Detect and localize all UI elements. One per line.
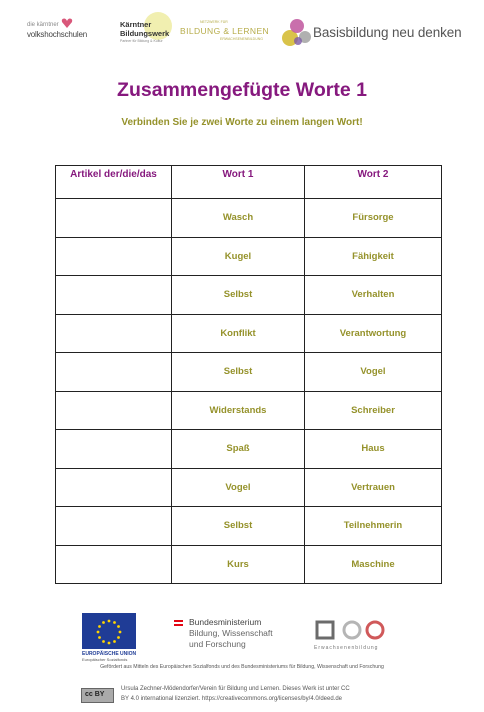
wort1-cell: Vogel	[172, 468, 305, 507]
colored-dots-icon	[280, 16, 312, 48]
artikel-cell[interactable]	[56, 468, 172, 507]
wort1-cell: Selbst	[172, 507, 305, 546]
ministry-line3: und Forschung	[189, 639, 246, 649]
bl-logo-main: BILDUNG & LERNEN	[180, 26, 270, 36]
funding-note: Gefördert aus Mitteln des Europäischen Sozialfonds und des Bundesministeriums für Bildung, Wissenschaft und Forschung	[100, 664, 384, 670]
table-row	[56, 237, 442, 276]
erwachsenenbildung-label: Erwachsenenbildung	[314, 645, 379, 651]
table-row	[56, 507, 442, 546]
header-artikel: Artikel der/die/das	[56, 166, 172, 199]
volkshochschulen-logo	[27, 18, 107, 40]
cc-by-license-icon	[81, 688, 114, 703]
wort1-cell: Selbst	[172, 276, 305, 315]
wort2-cell: Vertrauen	[305, 468, 442, 507]
artikel-cell[interactable]	[56, 353, 172, 392]
wort2-cell: Verhalten	[305, 276, 442, 315]
license-text-line2: BY 4.0 international lizenziert. https://creativecommons.org/licenses/by/4.0/deed.de	[121, 696, 343, 702]
table-header-row	[56, 166, 442, 199]
wort1-cell: Widerstands	[172, 391, 305, 430]
wort1-cell: Kugel	[172, 237, 305, 276]
cc-badge-label: cc BY	[85, 691, 105, 698]
wort2-cell: Verantwortung	[305, 314, 442, 353]
wort1-cell: Selbst	[172, 353, 305, 392]
table-row	[56, 199, 442, 238]
table-row	[56, 314, 442, 353]
bl-logo-sub: ERWACHSENENBILDUNG	[220, 37, 263, 41]
table-row	[56, 468, 442, 507]
table-row	[56, 430, 442, 469]
word-table	[55, 165, 442, 584]
eu-flag-icon	[82, 613, 136, 649]
bildungswerk-logo	[120, 12, 178, 46]
wort2-cell: Fähigkeit	[305, 237, 442, 276]
dkv-logo-line2: volkshochschulen	[27, 30, 87, 39]
wort2-cell: Fürsorge	[305, 199, 442, 238]
heart-icon	[61, 17, 73, 29]
table-row	[56, 545, 442, 584]
eu-sublabel: Europäischer Sozialfonds	[82, 657, 128, 662]
page-title: Zusammengefügte Worte 1	[117, 79, 367, 101]
artikel-cell[interactable]	[56, 276, 172, 315]
wort2-cell: Haus	[305, 430, 442, 469]
wort2-cell: Vogel	[305, 353, 442, 392]
basisbildung-logo	[280, 16, 470, 48]
artikel-cell[interactable]	[56, 545, 172, 584]
wort2-cell: Teilnehmerin	[305, 507, 442, 546]
dkv-logo-line1: die kärntner	[27, 22, 59, 28]
instruction-text: Verbinden Sie je zwei Worte zu einem langen Wort!	[121, 117, 363, 128]
artikel-cell[interactable]	[56, 507, 172, 546]
wort2-cell: Schreiber	[305, 391, 442, 430]
wort1-cell: Kurs	[172, 545, 305, 584]
erwachsenenbildung-logo	[314, 619, 394, 653]
wort1-cell: Spaß	[172, 430, 305, 469]
artikel-cell[interactable]	[56, 314, 172, 353]
table-row	[56, 276, 442, 315]
license-text-line1: Ursula Zechner-Mödendorfer/Verein für Bildung und Lernen. Dieses Werk ist unter CC	[121, 686, 350, 692]
footer-logos	[82, 613, 402, 665]
header-wort1: Wort 1	[172, 166, 305, 199]
kbw-logo-line1: Kärntner	[120, 20, 152, 29]
ministry-line2: Bildung, Wissenschaft	[189, 628, 273, 638]
wort1-cell: Konflikt	[172, 314, 305, 353]
austria-flag-icon	[174, 620, 183, 626]
table-row	[56, 391, 442, 430]
eu-label: EUROPÄISCHE UNION	[82, 651, 137, 657]
erwachsenenbildung-icon	[314, 619, 394, 643]
artikel-cell[interactable]	[56, 391, 172, 430]
basisbildung-logo-text: Basisbildung neu denken	[313, 25, 462, 40]
kbw-logo-line2: Bildungswerk	[120, 29, 170, 38]
artikel-cell[interactable]	[56, 237, 172, 276]
artikel-cell[interactable]	[56, 199, 172, 238]
wort1-cell: Wasch	[172, 199, 305, 238]
kbw-logo-line3: Partner für Bildung & Kultur	[120, 39, 163, 43]
artikel-cell[interactable]	[56, 430, 172, 469]
ministry-line1: Bundesministerium	[189, 617, 262, 627]
bl-logo-top: NETZWERK FÜR	[200, 20, 228, 24]
bildung-lernen-logo	[180, 20, 270, 44]
wort2-cell: Maschine	[305, 545, 442, 584]
header-wort2: Wort 2	[305, 166, 442, 199]
table-row	[56, 353, 442, 392]
